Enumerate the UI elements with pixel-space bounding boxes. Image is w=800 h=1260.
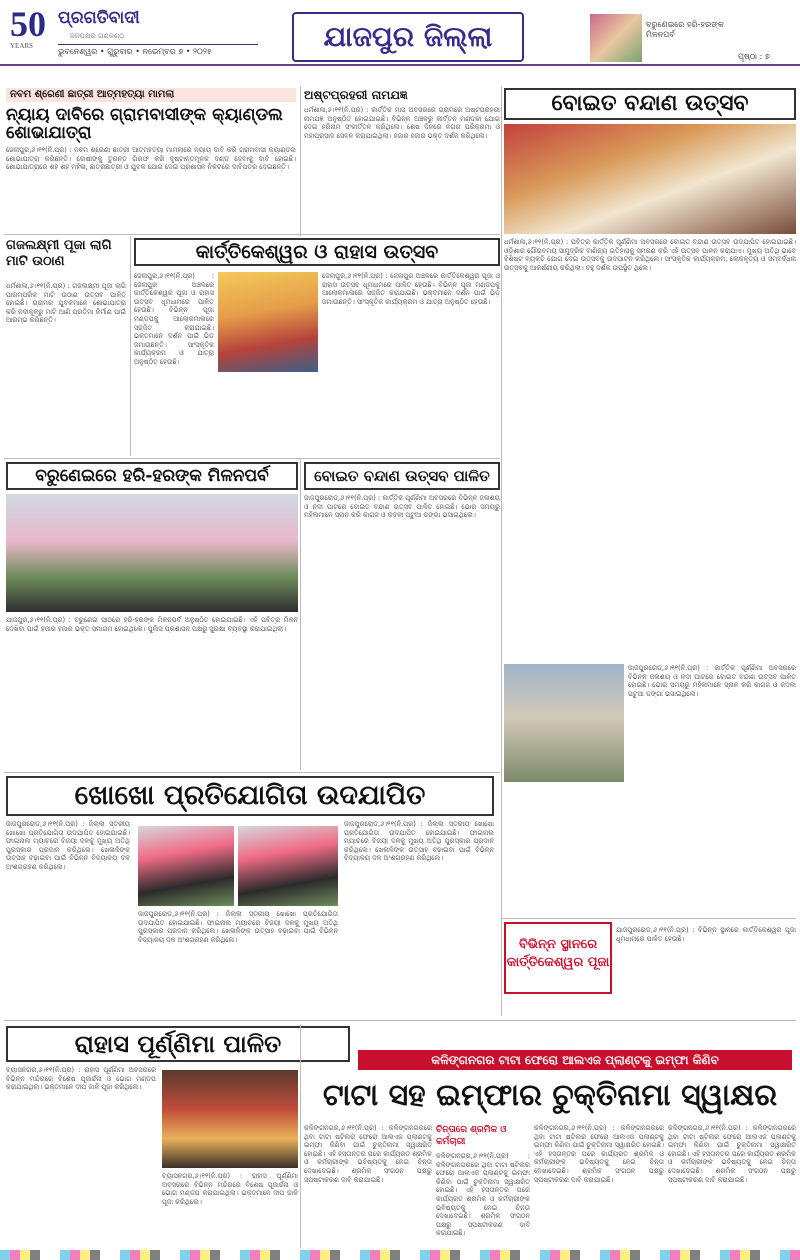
hari-hara-photo [6,494,298,612]
headline-kartikeswar-puja[interactable]: ବିଭିନ୍ନ ସ୍ଥାନରେ କାର୍ତ୍ତିକେଶ୍ୱର ପୂଜା [504,922,612,994]
tagline: ଜନପକ୍ଷର ଗଣକଣ୍ଠ [70,32,124,40]
page-number: ପୃଷ୍ଠା : ୭ [738,52,770,61]
section-rule [502,918,796,919]
section-rule [4,1020,796,1021]
article-body-cont-2: କଳିଙ୍ଗନଗର,୬।୧୧(ନି.ପ୍ର) : କଳିଙ୍ଗନଗରରେ ଥିବା ଟାଟା ଷ୍ଟିଲର ଫେରୋ ଆଲଏଜ ପ୍ଲାଣ୍ଟକୁ ଇମ୍ଫା କିଣିବା ପାଇଁ ଚୁକ୍ତିନାମା ସ୍ୱାକ୍ଷରିତ ହୋଇଛି। ଏହି ହସ୍ତାନ୍ତର ପରେ କାର୍ଯ୍ୟରତ ଶ୍ରମିକ ଓ କର୍ମଚାରୀଙ୍କ ଭବିଷ୍ୟତକୁ ନେଇ ଚିନ୍ତା ଦେଖାଦେଇଛି। ଶ୍ରମିକ ସଂଗଠନ ପକ୍ଷରୁ ସ୍ପଷ୍ଟୀକରଣ ଦାବି କରାଯାଇଛି। [534,1124,664,1184]
headline-boita-bandana[interactable]: ବୋଇତ ବନ୍ଦାଣ ଉତ୍ସବ [504,88,796,120]
column-rule [300,458,301,770]
column-rule [130,236,131,456]
header-rule [0,64,800,66]
kho-kho-photo-1 [138,826,234,906]
article-body: ଧର୍ମଶାଳା,୬।୧୧(ନି.ପ୍ର) : ଗଜଲକ୍ଷ୍ମୀ ପୂଜା ଲାଗି ପାରମ୍ପରିକ ମାଟି ଉଠାଣ ଉତ୍ସବ ପାଳିତ ହୋଇଛି। ଗ୍ରାମର ଯୁବକମାନେ ଶୋଭାଯାତ୍ରା କରି ନଦୀକୂଳରୁ ମାଟି ଆଣି ପ୍ରତିମା ନିର୍ମାଣ ପାଇଁ ଆରମ୍ଭ କରିଛନ୍ତି। [6,282,126,325]
article-body: କଳିଙ୍ଗନଗର,୬।୧୧(ନି.ପ୍ର) : କଳିଙ୍ଗନଗରରେ ଥିବା ଟାଟା ଷ୍ଟିଲର ଫେରୋ ଆଲଏଜ ପ୍ଲାଣ୍ଟକୁ ଇମ୍ଫା କିଣିବା ପାଇଁ ଚୁକ୍ତିନାମା ସ୍ୱାକ୍ଷରିତ ହୋଇଛି। ଏହି ହସ୍ତାନ୍ତର ପରେ କାର୍ଯ୍ୟରତ ଶ୍ରମିକ ଓ କର୍ମଚାରୀଙ୍କ ଭବିଷ୍ୟତକୁ ନେଇ ଚିନ୍ତା ଦେଖାଦେଇଛି। ଶ୍ରମିକ ସଂଗଠନ ପକ୍ଷରୁ ସ୍ପଷ୍ଟୀକରଣ ଦାବି କରାଯାଇଛି। [304,1124,432,1184]
headline-tata-imfa[interactable]: ଟାଟା ସହ ଇମ୍ଫାର ଚୁକ୍ତିନାମା ସ୍ୱାକ୍ଷର [322,1078,778,1113]
article-body: ଧର୍ମଶାଳା,୬।୧୧(ନି.ପ୍ର) : ପବିତ୍ର କାର୍ତ୍ତିକ ପୂର୍ଣ୍ଣିମା ଅବସରରେ ବୋଇତ ବନ୍ଦାଣ ଉତ୍ସବ ଉଦ୍ଯାପିତ ହୋଇଯାଇଛି। ଓଡ଼ିଶାର ଗୌରବମୟ ସାମୁଦ୍ରିକ ବାଣିଜ୍ୟ ଇତିହାସକୁ ସ୍ମରଣ କରି ଏହି ଉତ୍ସବ ପାଳନ କରାଯାଏ। ମୁଖ୍ୟ ଅତିଥି ଭାବେ ବିଶିଷ୍ଟ ବ୍ୟକ୍ତି ଯୋଗ ଦେଇ ଉତ୍ସବକୁ ଉଦଘାଟନ କରିଥିଲେ। ସାଂସ୍କୃତିକ କାର୍ଯ୍ୟକ୍ରମ, ଲୋକନୃତ୍ୟ ଓ ସମ୍ବର୍ଦ୍ଧନା ଉତ୍ସବକୁ ଆକର୍ଷଣୀୟ କରିଥିଲା। ବହୁ ଦର୍ଶକ ଉପସ୍ଥିତ ଥିଲେ। [504,238,796,272]
promo-photo[interactable] [590,14,642,62]
headline-candle-march[interactable]: ନ୍ୟାୟ ଦାବିରେ ଗ୍ରାମବାସୀଙ୍କ କ୍ୟାଣ୍ଡଲ ଶୋଭାଯାତ୍ରା [6,105,283,143]
section-rule [4,772,500,773]
article-body-cont: ବ୍ୟାସନଗର,୬।୧୧(ନି.ପ୍ର) : ରାହାସ ପୂର୍ଣ୍ଣିମା ଅବସରରେ ବିଭିନ୍ନ ମନ୍ଦିରରେ ବିଶେଷ ପୂଜାର୍ଚ୍ଚନା ଓ ଭୋଗ ମଣ୍ଡପ କରାଯାଇଥିଲା। ଭକ୍ତମାନେ ଦୀପ ଜାଳି ପୂଜା କରିଥିଲେ। [162,1172,298,1206]
anniversary-logo: 50 YEARS [10,4,46,50]
article-body-cont: କଳିଙ୍ଗନଗର,୬।୧୧(ନି.ପ୍ର) : କଳିଙ୍ଗନଗରରେ ଥିବା ଟାଟା ଷ୍ଟିଲର ଫେରୋ ଆଲଏଜ ପ୍ଲାଣ୍ଟକୁ ଇମ୍ଫା କିଣିବା ପାଇଁ ଚୁକ୍ତିନାମା ସ୍ୱାକ୍ଷରିତ ହୋଇଛି। ଏହି ହସ୍ତାନ୍ତର ପରେ କାର୍ଯ୍ୟରତ ଶ୍ରମିକ ଓ କର୍ମଚାରୀଙ୍କ ଭବିଷ୍ୟତକୁ ନେଇ ଚିନ୍ତା ଦେଖାଦେଇଛି। ଶ୍ରମିକ ସଂଗଠନ ପକ୍ଷରୁ ସ୍ପଷ୍ଟୀକରଣ ଦାବି କରାଯାଇଛି। [436,1152,530,1238]
kho-kho-photo-2 [238,826,338,906]
article-body: ଯାଜପୁରରୋଡ,୬।୧୧(ନି.ପ୍ର) : ବିଭିନ୍ନ ସ୍ଥାନରେ କାର୍ତ୍ତିକେଶ୍ୱର ପୂଜା ଧୂମଧାମରେ ପାଳିତ ହେଉଛି। [616,926,796,943]
article-body: ବ୍ୟାସନଗର,୬।୧୧(ନି.ପ୍ର) : ରାହାସ ପୂର୍ଣ୍ଣିମା ଅବସରରେ ବିଭିନ୍ନ ମନ୍ଦିରରେ ବିଶେଷ ପୂଜାର୍ଚ୍ଚନା ଓ ଭୋଗ ମଣ୍ଡପ କରାଯାଇଥିଲା। ଭକ୍ତମାନେ ଦୀପ ଜାଳି ପୂଜା କରିଥିଲେ। [6,1066,156,1092]
headline-kartikeswar-rahas[interactable]: କାର୍ତ୍ତିକେଶ୍ୱର ଓ ରାହାସ ଉତ୍ସବ [134,238,500,266]
article-kicker: ନବମ ଶ୍ରେଣୀ ଛାତ୍ରୀ ଆତ୍ମହତ୍ୟା ମାମଲା [6,88,296,102]
headline-boita-palita[interactable]: ବୋଇତ ବନ୍ଦାଣ ଉତ୍ସବ ପାଳିତ [304,462,500,490]
print-registration-strip [0,1250,800,1260]
headline-kho-kho[interactable]: ଖୋଖୋ ପ୍ରତିଯୋଗିତା ଉଦଯାପିତ [6,776,494,816]
column-rule [501,236,502,1016]
column-rule [300,1024,301,1248]
article-body: ଯାଜପୁର,୬।୧୧(ନି.ପ୍ର) : ବରୁଣେଇ ପୀଠରେ ହରି-ହରଙ୍କ ମିଳନପର୍ବ ଅନୁଷ୍ଠିତ ହୋଇଯାଇଛି। ଏହି ପବିତ୍ର ମିଳନ ଦେଖିବା ପାଇଁ ହଜାର ହଜାର ଭକ୍ତ ସମାଗମ ହୋଇଥିଲେ। ପୁଲିସ ପ୍ରଶାସନ ପକ୍ଷରୁ ସୁରକ୍ଷା ବ୍ୟବସ୍ଥା କରାଯାଇଥିଲା। [6,616,298,633]
dateline: ଭୁବନେଶ୍ୱର • ଗୁରୁବାର • ନଭେମ୍ବର ୭ • ୨୦୨୫ [58,44,258,57]
article-body: ଜାଜପୁରରୋଡ,୬।୧୧(ନି.ପ୍ର) : କାର୍ତ୍ତିକ ପୂର୍ଣ୍ଣିମା ଅବସରରେ ବିଭିନ୍ନ ଜଳାଶୟ ଓ ନଦୀ ଘାଟରେ ବୋଇତ ବନ୍ଦାଣ ଉତ୍ସବ ପାଳିତ ହୋଇଛି। ଭୋର ସମୟରୁ ମହିଳାମାନେ ସ୍ନାନ କରି କାଗଜ ଓ କଦଳୀ ପଟୁଆ ଡଙ୍ଗା ଭସାଇଥିଲେ। [304,494,500,520]
article-body-cont: ଜେନାପୁର,୬।୧୧(ନି.ପ୍ର) : ଜେନାପୁର ଅଞ୍ଚଳରେ କାର୍ତ୍ତିକେଶ୍ୱର ପୂଜା ଓ ରାହାସ ଉତ୍ସବ ଧୂମଧାମରେ ପାଳିତ ହେଉଛି। ବିଭିନ୍ନ ପୂଜା ମଣ୍ଡପକୁ ଆଲୋକମାଳାରେ ସଜ୍ଜିତ କରାଯାଇଛି। ଭକ୍ତମାନେ ଦର୍ଶନ ପାଇଁ ଭିଡ଼ ଜମାଉଛନ୍ତି। ସାଂସ୍କୃତିକ କାର୍ଯ୍ୟକ୍ରମ ଓ ଯାତ୍ରା ଅନୁଷ୍ଠିତ ହେଉଛି। [322,272,500,306]
boita-bandana-photo [504,124,796,234]
newspaper-brand[interactable]: ପ୍ରଗତିବାଦୀ [58,8,140,28]
article-body-cont: ଜାଜପୁରରୋଡ,୬।୧୧(ନି.ପ୍ର) : ଜିଲ୍ଲା ସ୍ତରୀୟ ଖୋଖୋ ପ୍ରତିଯୋଗିତା ଉଦଯାପିତ ହୋଇଯାଇଛି। ଫାଇନାଲ ମ୍ୟାଚରେ ବିଜୟୀ ଦଳକୁ ମୁଖ୍ୟ ଅତିଥି ପୁରସ୍କାର ପ୍ରଦାନ କରିଥିଲେ। ଖେଳାଳିଙ୍କ ଉତ୍ସାହ ବଢ଼ାଇବା ପାଇଁ ବିଭିନ୍ନ ବିଦ୍ୟାଳୟ ଦଳ ଅଂଶଗ୍ରହଣ କରିଥିଲେ। [138,910,338,944]
column-rule [501,86,502,236]
tata-imfa-banner[interactable]: କଳିଙ୍ଗନଗର ଟାଟା ଫେରୋ ଆଲଏଜ ପ୍ଲାଣ୍ଟକୁ ଇମ୍ଫା କିଣିବ [358,1050,792,1070]
subhead-workers: ଚିନ୍ତାରେ ଶ୍ରମିକ ଓ କର୍ମଚାରୀ [436,1125,507,1147]
headline-gajalaxmi[interactable]: ଗଜଲକ୍ଷ୍ମୀ ପୂଜା ଲାଗି ମାଟି ଉଠାଣ [6,238,112,269]
headline-rahas-purnima[interactable]: ରାହାସ ପୂର୍ଣ୍ଣିମା ପାଳିତ [6,1026,350,1062]
headline-hari-hara[interactable]: ବରୁଣେଇରେ ହରି-ହରଙ୍କ ମିଳନପର୍ବ [6,462,298,490]
article-body-cont-3: କଳିଙ୍ଗନଗର,୬।୧୧(ନି.ପ୍ର) : କଳିଙ୍ଗନଗରରେ ଥିବା ଟାଟା ଷ୍ଟିଲର ଫେରୋ ଆଲଏଜ ପ୍ଲାଣ୍ଟକୁ ଇମ୍ଫା କିଣିବା ପାଇଁ ଚୁକ୍ତିନାମା ସ୍ୱାକ୍ଷରିତ ହୋଇଛି। ଏହି ହସ୍ତାନ୍ତର ପରେ କାର୍ଯ୍ୟରତ ଶ୍ରମିକ ଓ କର୍ମଚାରୀଙ୍କ ଭବିଷ୍ୟତକୁ ନେଇ ଚିନ୍ତା ଦେଖାଦେଇଛି। ଶ୍ରମିକ ସଂଗଠନ ପକ୍ଷରୁ ସ୍ପଷ୍ଟୀକରଣ ଦାବି କରାଯାଇଛି। [668,1124,796,1184]
kartikeswar-photo [218,272,318,372]
article-body: ଜାଜପୁରରୋଡ,୬।୧୧(ନି.ପ୍ର) : ଜିଲ୍ଲା ସ୍ତରୀୟ ଖୋଖୋ ପ୍ରତିଯୋଗିତା ଉଦଯାପିତ ହୋଇଯାଇଛି। ଫାଇନାଲ ମ୍ୟାଚରେ ବିଜୟୀ ଦଳକୁ ମୁଖ୍ୟ ଅତିଥି ପୁରସ୍କାର ପ୍ରଦାନ କରିଥିଲେ। ଖେଳାଳିଙ୍କ ଉତ୍ସାହ ବଢ଼ାଇବା ପାଇଁ ବିଭିନ୍ନ ବିଦ୍ୟାଳୟ ଦଳ ଅଂଶଗ୍ରହଣ କରିଥିଲେ। [6,820,130,871]
rahas-purnima-photo [162,1070,298,1168]
headline-namayajna[interactable]: ଅଷ୍ଟପ୍ରହରୀ ନାମଯଜ୍ଞ [304,88,408,102]
river-ghat-photo [504,664,624,782]
section-rule [4,234,500,235]
district-title: ଯାଜପୁର ଜିଲ୍ଲା [292,12,524,62]
article-body: ଜେନାପୁର,୬।୧୧(ନି.ପ୍ର) : ଜେନାପୁର ଅଞ୍ଚଳରେ କାର୍ତ୍ତିକେଶ୍ୱର ପୂଜା ଓ ରାହାସ ଉତ୍ସବ ଧୂମଧାମରେ ପାଳିତ ହେଉଛି। ବିଭିନ୍ନ ପୂଜା ମଣ୍ଡପକୁ ଆଲୋକମାଳାରେ ସଜ୍ଜିତ କରାଯାଇଛି। ଭକ୍ତମାନେ ଦର୍ଶନ ପାଇଁ ଭିଡ଼ ଜମାଉଛନ୍ତି। ସାଂସ୍କୃତିକ କାର୍ଯ୍ୟକ୍ରମ ଓ ଯାତ୍ରା ଅନୁଷ୍ଠିତ ହେଉଛି। [134,272,214,366]
section-rule [4,458,500,459]
article-body: ଧର୍ମଶାଳା,୬।୧୧(ନି.ପ୍ର) : କାର୍ତ୍ତିକ ମାସ ଅବସରରେ ଗ୍ରାମରେ ଅଷ୍ଟପ୍ରହରୀ ନାମଯଜ୍ଞ ଅନୁଷ୍ଠିତ ହୋଇଯାଇଛି। ବିଭିନ୍ନ ଅଞ୍ଚଳରୁ କୀର୍ତ୍ତନ ମଣ୍ଡଳୀ ଯୋଗ ଦେଇ ହରିନାମ ସଂକୀର୍ତ୍ତନ କରିଥିଲେ। ଶେଷ ଦିନରେ ନଗର ପରିକ୍ରମା ଓ ମହାପ୍ରସାଦ ସେବନ କରାଯାଇଥିଲା। ହଜାର ହଜାର ଭକ୍ତ ଦର୍ଶନ କରିଥିଲେ। [304,106,500,140]
article-body: ଜେନାପୁର,୬।୧୧(ନି.ପ୍ର) : ନବମ ଶ୍ରେଣୀ ଛାତ୍ରୀ ଆତ୍ମହତ୍ୟା ମାମଲାରେ ନ୍ୟାୟ ଦାବି କରି ଗ୍ରାମବାସୀ କ୍ୟାଣ୍ଡଲ ଶୋଭାଯାତ୍ରା କରିଛନ୍ତି। ଦୋଷୀଙ୍କୁ ତୁରନ୍ତ ଗିରଫ କରି ଦୃଷ୍ଟାନ୍ତମୂଳକ ଦଣ୍ଡ ଦେବାକୁ ଦାବି ହୋଇଛି। ଶୋଭାଯାତ୍ରାରେ ଶହ ଶହ ମହିଳା, ଛାତ୍ରଛାତ୍ରୀ ଓ ଯୁବକ ଯୋଗ ଦେଇ ପ୍ରଶାସନ ନିକଟରେ ଦାବିପତ୍ର ଦେଇଛନ୍ତି। [6,146,296,172]
article-body-cont-2: ଜାଜପୁରରୋଡ,୬।୧୧(ନି.ପ୍ର) : ଜିଲ୍ଲା ସ୍ତରୀୟ ଖୋଖୋ ପ୍ରତିଯୋଗିତା ଉଦଯାପିତ ହୋଇଯାଇଛି। ଫାଇନାଲ ମ୍ୟାଚରେ ବିଜୟୀ ଦଳକୁ ମୁଖ୍ୟ ଅତିଥି ପୁରସ୍କାର ପ୍ରଦାନ କରିଥିଲେ। ଖେଳାଳିଙ୍କ ଉତ୍ସାହ ବଢ଼ାଇବା ପାଇଁ ବିଭିନ୍ନ ବିଦ୍ୟାଳୟ ଦଳ ଅଂଶଗ୍ରହଣ କରିଥିଲେ। [344,820,494,863]
article-body-cont: ଜାଜପୁରରୋଡ,୬।୧୧(ନି.ପ୍ର) : କାର୍ତ୍ତିକ ପୂର୍ଣ୍ଣିମା ଅବସରରେ ବିଭିନ୍ନ ଜଳାଶୟ ଓ ନଦୀ ଘାଟରେ ବୋଇତ ବନ୍ଦାଣ ଉତ୍ସବ ପାଳିତ ହୋଇଛି। ଭୋର ସମୟରୁ ମହିଳାମାନେ ସ୍ନାନ କରି କାଗଜ ଓ କଦଳୀ ପଟୁଆ ଡଙ୍ଗା ଭସାଇଥିଲେ। [628,664,796,698]
promo-text[interactable]: ବରୁଣେଇରେ ହରି-ହରଙ୍କ ମିଳନପର୍ବ [646,20,724,39]
column-rule [300,86,301,236]
